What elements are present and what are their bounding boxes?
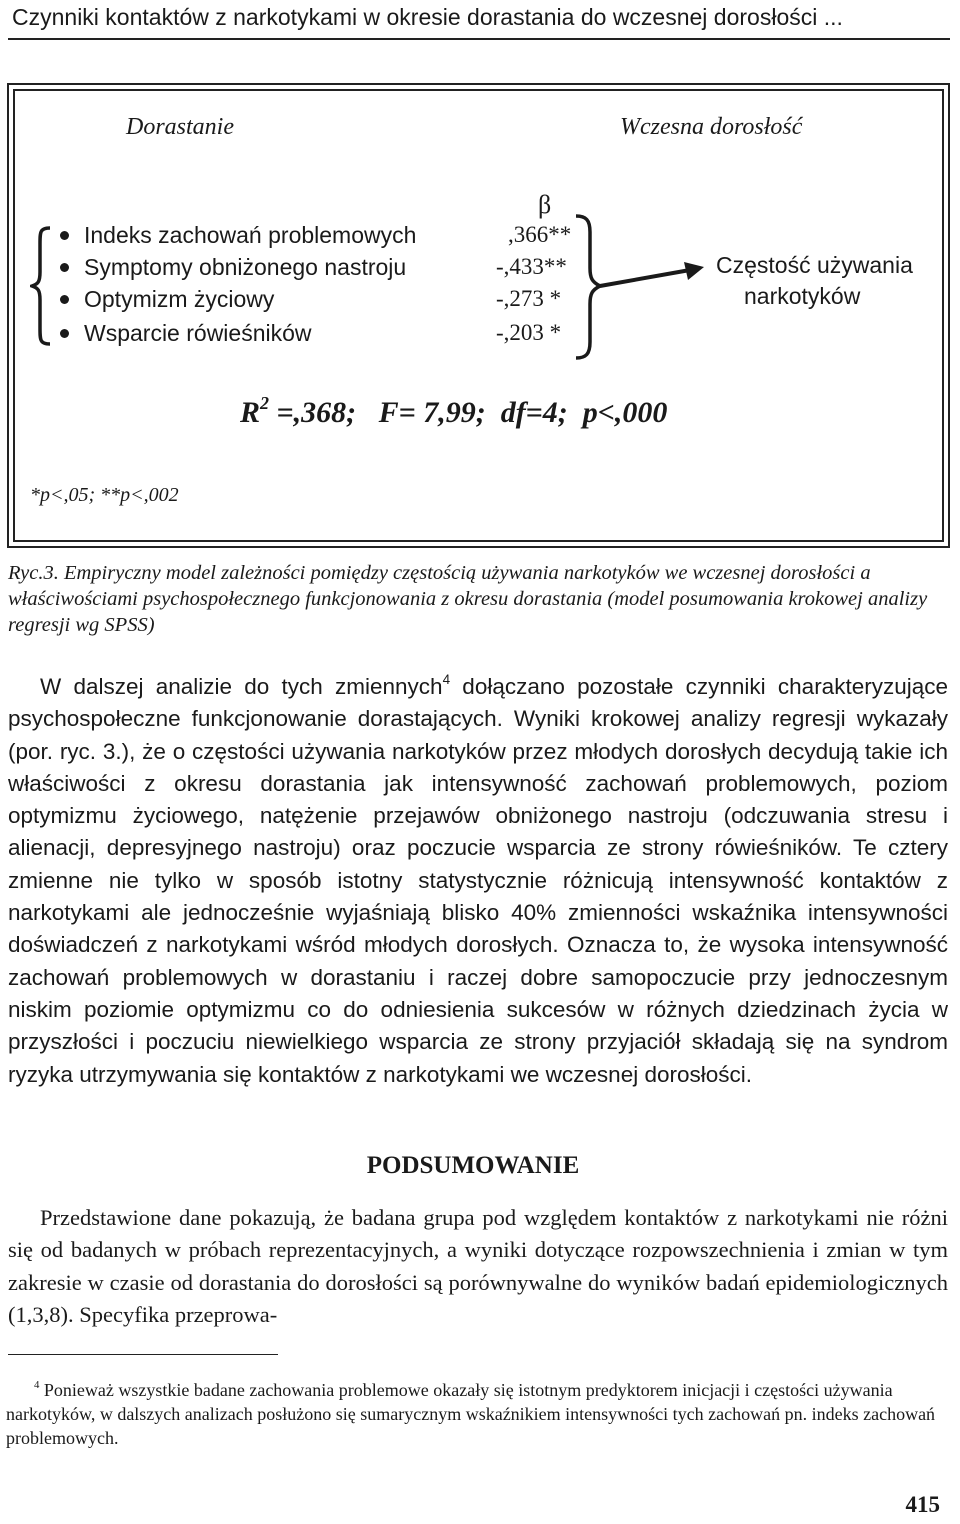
predictor-text: Symptomy obniżonego nastroju	[84, 254, 407, 280]
figure-column-right-title: Wczesna dorosłość	[620, 114, 803, 140]
bullet-icon	[60, 329, 69, 338]
footnote-rule	[8, 1354, 278, 1355]
footnote	[6, 1378, 944, 1450]
bullet-icon	[60, 231, 69, 240]
caption-text: Empiryczny model zależności pomiędzy częstością używania narkotyków we wczesnej dorosłości a właściwościami psychospołecznego funkcjonowania z okresu dorastania (model posumowania krokowej analizy regresji wg SPSS)	[8, 562, 928, 636]
beta-coefficient: ,366**	[508, 222, 572, 247]
footnote-text: Ponieważ wszystkie badane zachowania problemowe okazały się istotnym predyktorem inicjacji i częstości używania narkotyków, w dalszych analizach posłużono się sumarycznym wskaźnikiem intensywności tych zachowań pn. indeks zachowań problemowych.	[6, 1380, 936, 1448]
summary-paragraph	[8, 1202, 948, 1331]
right-brace-arrow-icon	[572, 212, 732, 362]
footnote-reference: 4	[442, 672, 451, 688]
predictor-label	[84, 254, 406, 281]
significance-legend: *p<,05; **p<,002	[30, 484, 179, 506]
beta-coefficient: -,273 *	[496, 286, 562, 311]
figure-caption	[8, 560, 952, 638]
header-rule	[8, 38, 950, 40]
section-heading: PODSUMOWANIE	[366, 1152, 580, 1179]
figure-frame-inner	[13, 89, 944, 542]
caption-label: Ryc.3.	[8, 562, 59, 584]
paragraph-text: dołączano pozostałe czynniki charakteryzujące psychospołeczne funkcjonowanie dorastających. Wyniki krokowej analizy regresji wykazały (por. ryc. 3.), że o częstości używania narkotyków przez młodych dorosłych decydują takie ich właściwości z okresu dorastania jak intensywność zachowań problemowych, poziom optymizmu życiowego, natężenie przejawów obniżonego nastroju (odczuwania stresu i alienacji, depresyjnego nastroju) oraz poczucie wsparcia ze strony rówieśników. Te cztery zmienne nie tylko w sposób istotny statystycznie różnicują intensywność kontaktów z narkotykami ale jednocześnie wyjaśniają blisko 40% zmienności wskaźnika intensywności doświadczeń z narkotykami wśród młodych dorosłych. Oznacza to, że wysoka intensywność zachowań problemowych w dorastaniu i raczej dobre samopoczucie przy jednoczesnym niskim poziomie optymizmu co do odniesienia sukcesów w różnych dziedzinach życia w przyszłości i poczuciu niewielkiego wsparcia ze strony przyjaciół składają się na syndrom ryzyka utrzymywania się kontaktów z narkotykami we wczesnej dorosłości.	[8, 674, 948, 1087]
beta-coefficient: -,203 *	[496, 320, 562, 345]
body-paragraph	[8, 671, 948, 1091]
predictor-label	[84, 286, 274, 313]
bullet-icon	[60, 263, 69, 272]
figure-column-left-title: Dorastanie	[126, 114, 234, 140]
r-squared-exponent: 2	[260, 393, 270, 414]
r-squared-symbol: R	[240, 396, 261, 429]
predictor-text: Indeks zachowań problemowych	[84, 222, 417, 248]
bullet-icon	[60, 295, 69, 304]
page-number: 415	[905, 1492, 940, 1517]
fit-values: =,368; F= 7,99; df=4; p<,000	[269, 396, 668, 429]
outcome-label-line1: Częstość używania	[716, 252, 913, 278]
predictor-text: Optymizm życiowy	[84, 286, 275, 312]
left-brace-icon	[30, 224, 54, 348]
paragraph-text: W dalszej analizie do tych zmiennych	[40, 674, 443, 699]
paragraph-text: Przedstawione dane pokazują, że badana grupa pod względem kontaktów z narkotykami nie różni się od badanych w próbach reprezentacyjnych, a wyniki dotyczące rozpowszechnienia i zmian w tym zakresie w czasie od dorastania do dorosłości są porównywalne do wyników badań epidemiologicznych (1,3,8). Specyfika przeprowa-	[8, 1205, 948, 1327]
predictor-text: Wsparcie rówieśników	[84, 320, 312, 346]
footnote-marker: 4	[34, 1378, 40, 1391]
beta-coefficient: -,433**	[496, 254, 567, 279]
beta-symbol: β	[538, 190, 552, 219]
outcome-label-line2: narkotyków	[744, 283, 861, 309]
model-fit-statistics	[240, 393, 668, 430]
predictor-label	[84, 320, 312, 347]
predictor-label	[84, 222, 416, 249]
running-title: Czynniki kontaktów z narkotykami w okresie dorastania do wczesnej dorosłości ...	[12, 4, 843, 30]
